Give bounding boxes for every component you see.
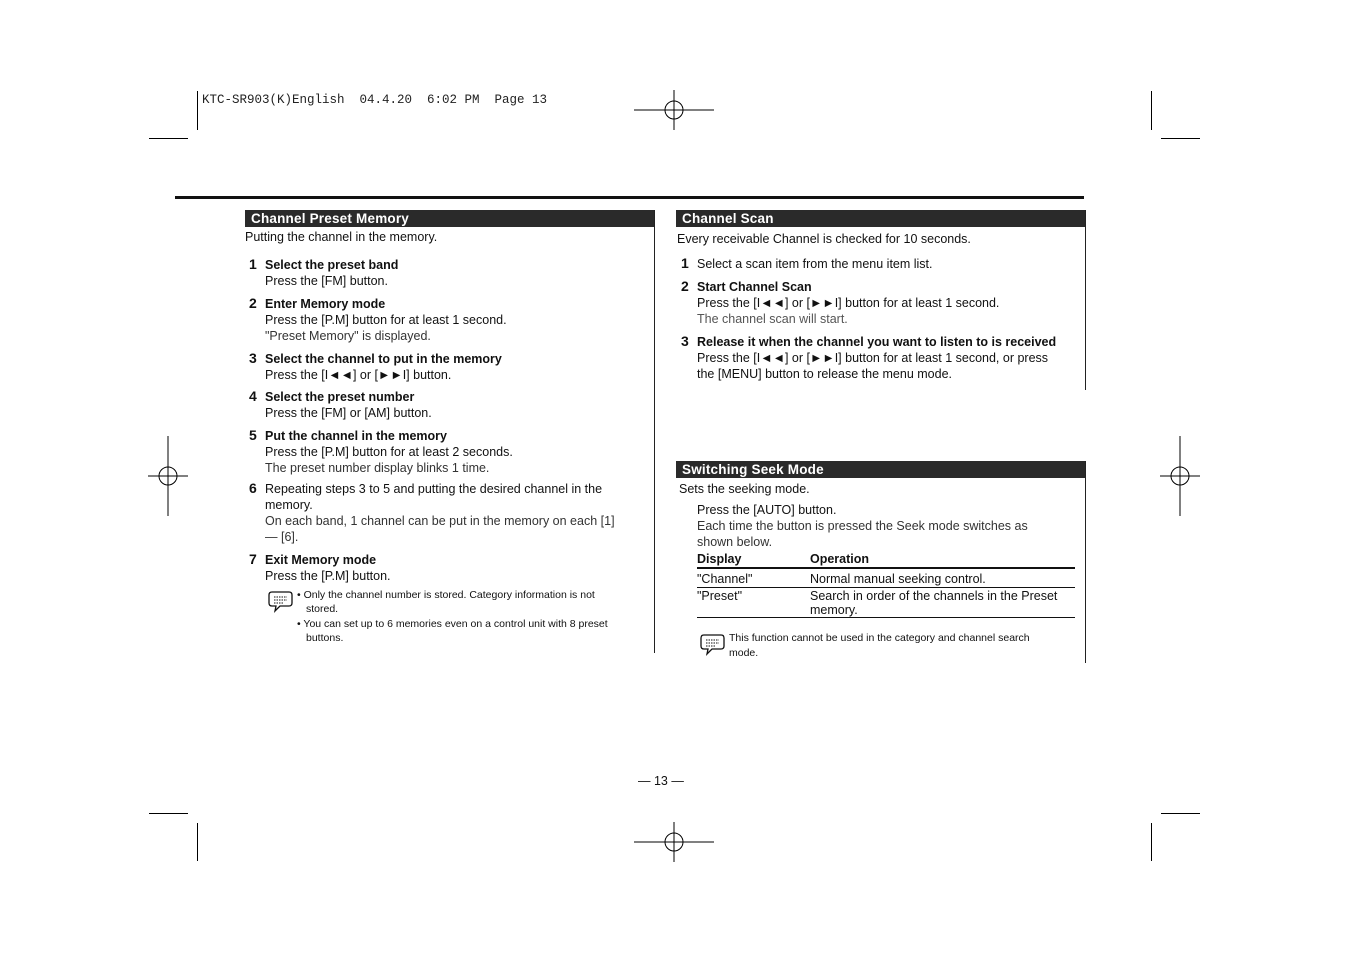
scan-intro: Every receivable Channel is checked for 10 seconds. [677, 232, 971, 246]
note-text: stored. [306, 603, 339, 615]
step-subtext: — [6]. [265, 530, 299, 544]
section-header-switching-seek-mode: Switching Seek Mode [676, 461, 1086, 478]
left-column-divider [654, 210, 655, 653]
section-header-channel-scan: Channel Scan [676, 210, 1086, 227]
step-text: Select a scan item from the menu item list. [697, 257, 933, 271]
step-subtext: The preset number display blinks 1 time. [265, 461, 490, 475]
table-cell-operation: Normal manual seeking control. [810, 572, 986, 586]
scan-column-divider [1085, 210, 1086, 390]
page-number: — 13 — [638, 774, 684, 788]
printer-slug: KTC-SR903(K)English 04.4.20 6:02 PM Page 13 [202, 93, 548, 107]
step-subtext: On each band, 1 channel can be put in the memory on each [1] [265, 514, 615, 528]
registration-mark-top [634, 90, 714, 130]
registration-mark-left [148, 436, 188, 516]
step-subtext: "Preset Memory" is displayed. [265, 329, 431, 343]
step-text: Press the [FM] or [AM] button. [265, 406, 432, 420]
step-number: 6 [249, 480, 257, 496]
note-icon [700, 632, 726, 656]
section-header-channel-preset-memory: Channel Preset Memory [245, 210, 655, 227]
step-subtext: The channel scan will start. [697, 312, 848, 326]
step-text: Press the [P.M] button for at least 1 second. [265, 313, 507, 327]
step-number: 1 [249, 256, 257, 272]
preset-intro: Putting the channel in the memory. [245, 230, 438, 244]
step-number: 1 [681, 255, 689, 271]
step-text: Press the [P.M] button. [265, 569, 391, 583]
step-number: 4 [249, 388, 257, 404]
step-text: Press the [P.M] button for at least 2 seconds. [265, 445, 513, 459]
step-title: Put the channel in the memory [265, 429, 447, 443]
table-bottom-rule [697, 617, 1075, 618]
step-text: the [MENU] button to release the menu mode. [697, 367, 952, 381]
note-text: This function cannot be used in the category and channel search [729, 632, 1030, 644]
seek-description: shown below. [697, 535, 773, 549]
step-title: Start Channel Scan [697, 280, 812, 294]
note-text: • Only the channel number is stored. Category information is not [297, 589, 595, 601]
step-text: memory. [265, 498, 313, 512]
note-text: • You can set up to 6 memories even on a control unit with 8 preset [297, 618, 608, 630]
step-text: Repeating steps 3 to 5 and putting the desired channel in the [265, 482, 603, 496]
table-cell-display: "Channel" [697, 572, 753, 586]
table-header-rule [697, 567, 1075, 569]
step-text: Press the [I◄◄] or [►►I] button for at least 1 second, or press [697, 351, 1049, 365]
step-title: Select the preset band [265, 258, 399, 272]
note-text: buttons. [306, 632, 344, 644]
registration-mark-right [1160, 436, 1200, 516]
note-icon [268, 589, 294, 613]
step-title: Enter Memory mode [265, 297, 386, 311]
table-header-operation: Operation [810, 552, 870, 566]
table-cell-operation: Search in order of the channels in the Preset [810, 589, 1058, 603]
registration-mark-bottom [634, 822, 714, 862]
top-rule [175, 196, 1084, 199]
step-number: 5 [249, 427, 257, 443]
seek-description: Each time the button is pressed the Seek mode switches as [697, 519, 1028, 533]
table-cell-display: "Preset" [697, 589, 743, 603]
step-number: 2 [681, 278, 689, 294]
step-number: 2 [249, 295, 257, 311]
step-text: Press the [FM] button. [265, 274, 388, 288]
step-number: 7 [249, 551, 257, 567]
seek-intro: Sets the seeking mode. [679, 482, 810, 496]
step-title: Select the preset number [265, 390, 415, 404]
step-number: 3 [249, 350, 257, 366]
seek-instruction: Press the [AUTO] button. [697, 503, 837, 517]
step-title: Release it when the channel you want to listen to is received [697, 335, 1057, 349]
step-title: Select the channel to put in the memory [265, 352, 502, 366]
note-text: mode. [729, 647, 759, 659]
step-text: Press the [I◄◄] or [►►I] button for at least 1 second. [697, 296, 1000, 310]
table-header-display: Display [697, 552, 742, 566]
step-number: 3 [681, 333, 689, 349]
table-cell-operation: memory. [810, 603, 858, 617]
step-text: Press the [I◄◄] or [►►I] button. [265, 368, 452, 382]
step-title: Exit Memory mode [265, 553, 377, 567]
seek-column-divider [1085, 461, 1086, 663]
